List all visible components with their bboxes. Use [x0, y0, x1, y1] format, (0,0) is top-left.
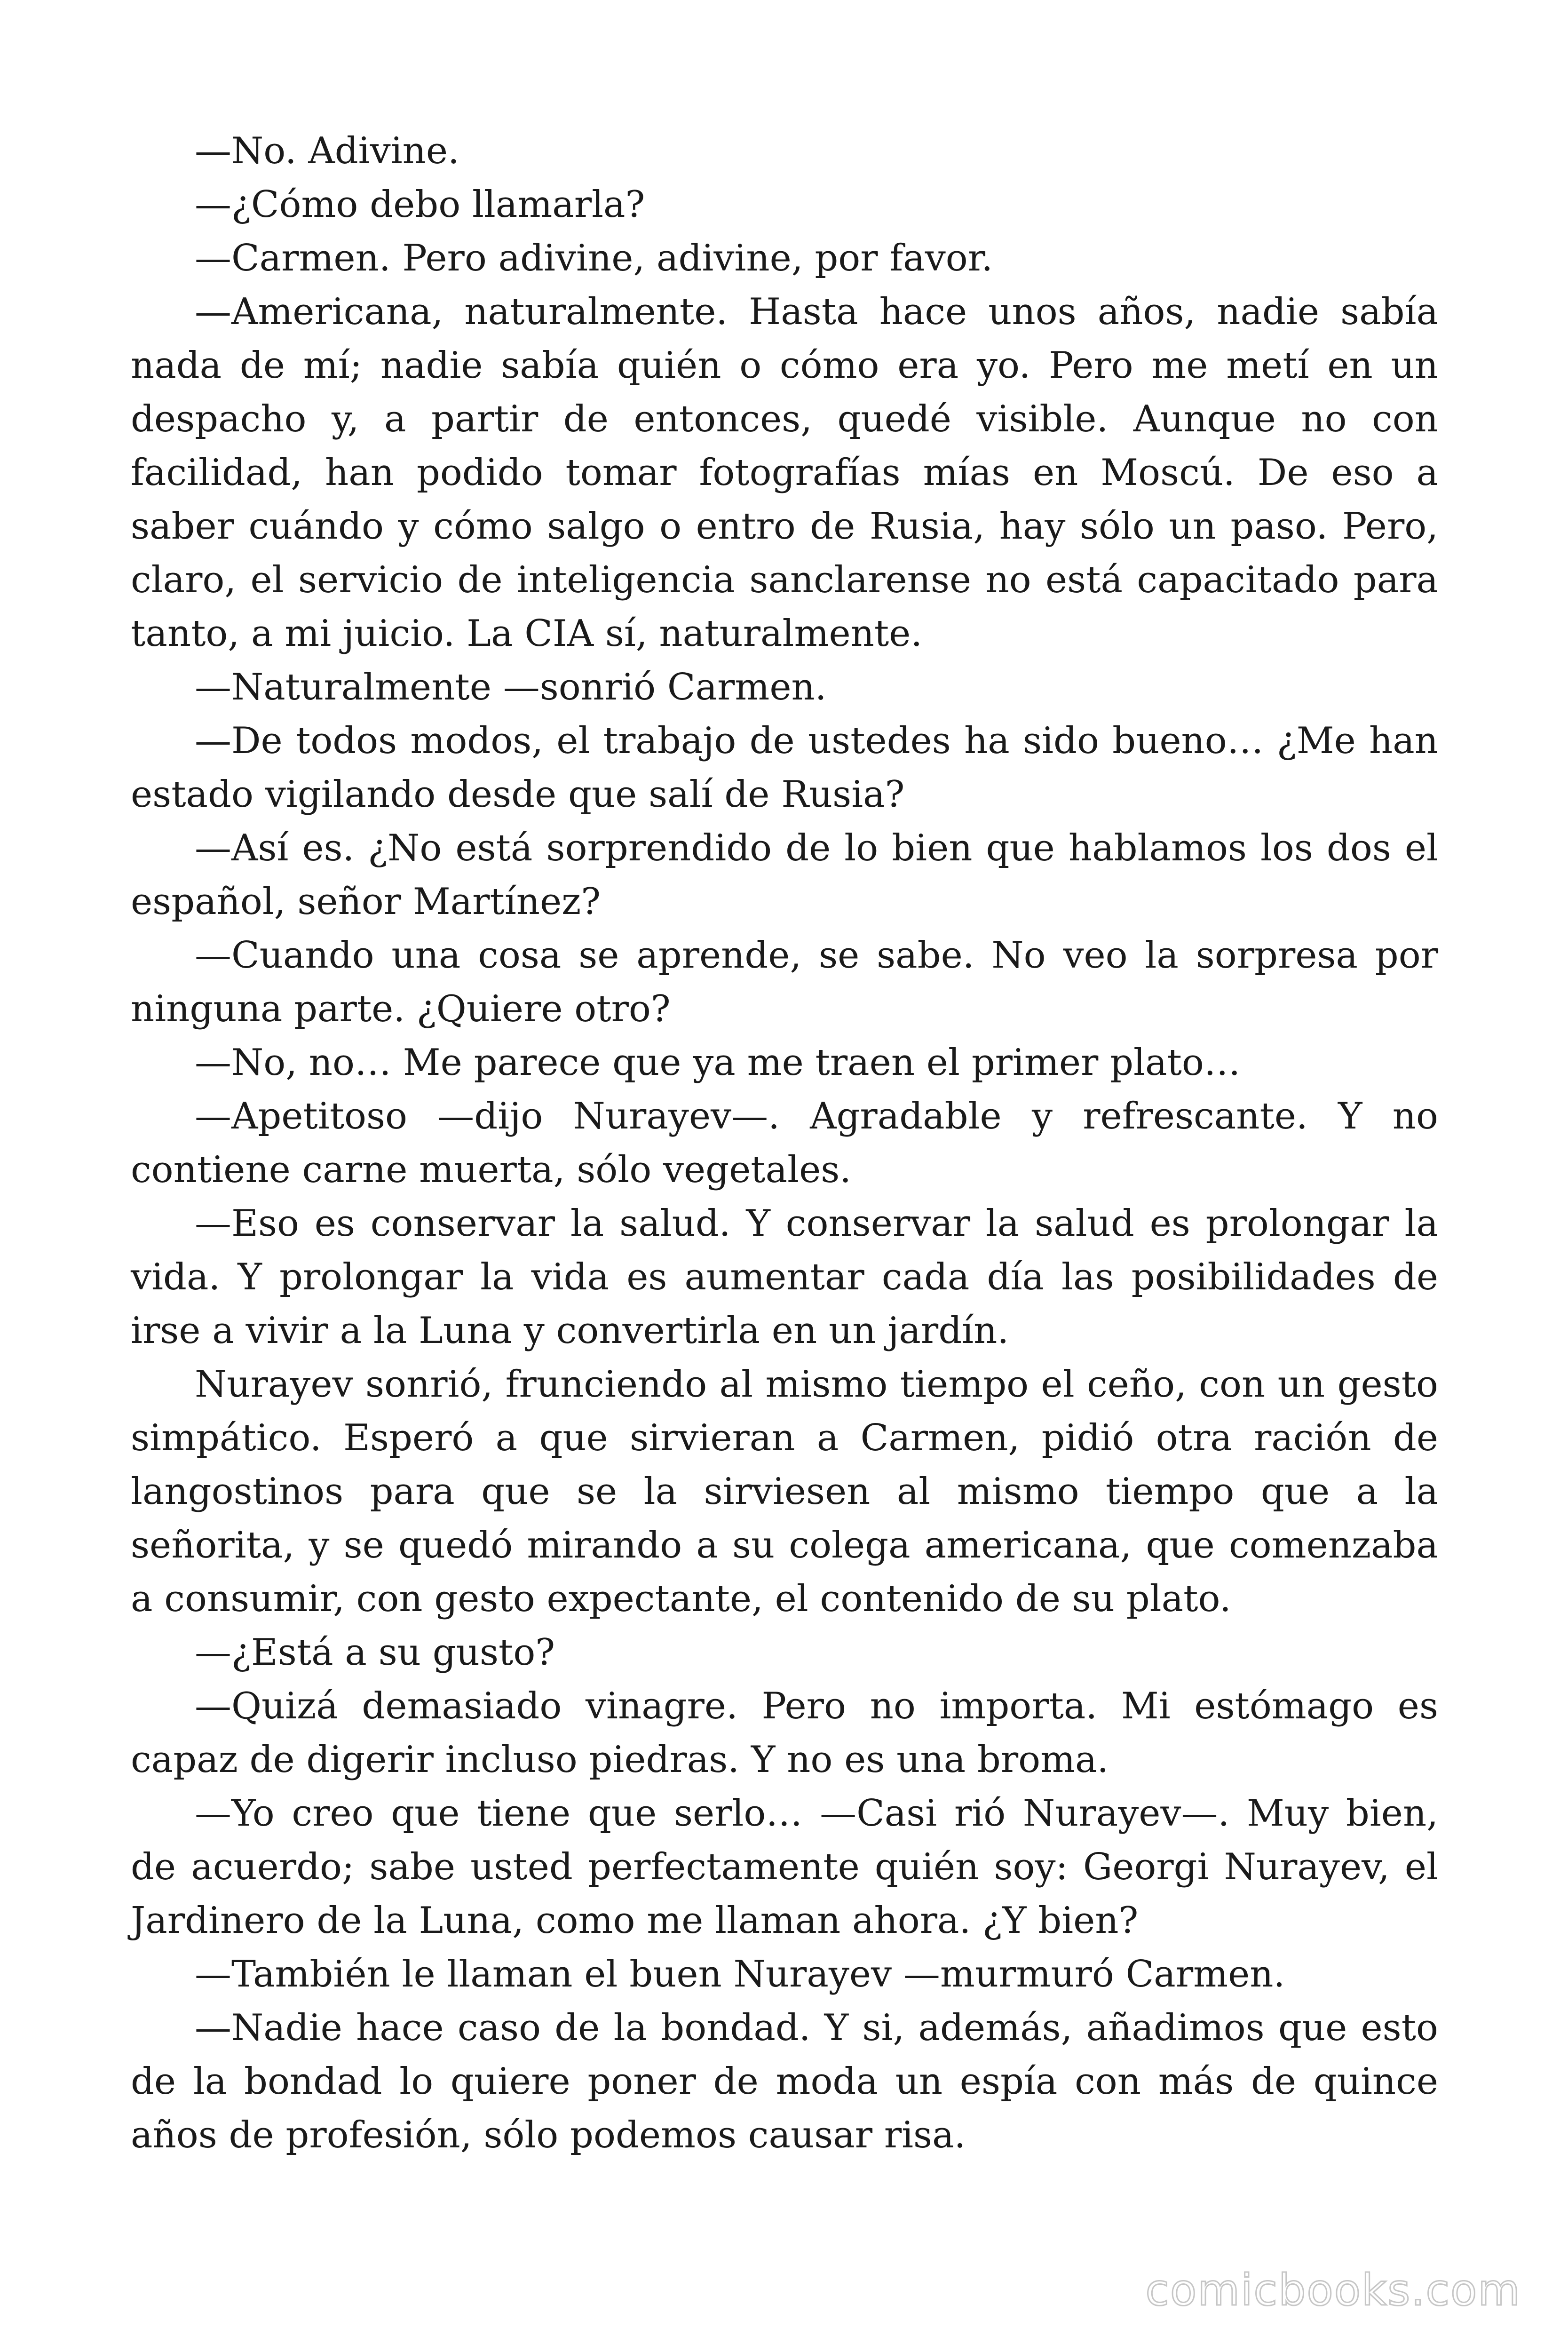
- paragraph: —No. Adivine.: [195, 130, 459, 172]
- paragraph: —Cuando una cosa se aprende, se sabe. No veo la sorpresa por ninguna parte. ¿Quiere otro?: [131, 934, 1438, 1030]
- paragraph: —¿Cómo debo llamarla?: [195, 183, 645, 226]
- paragraph: Nurayev sonrió, frunciendo al mismo tiempo el ceño, con un gesto simpático. Esperó a que sirvieran a Carmen, pidió otra ración de langostinos para que se la sirviesen al mismo tiempo que a la señorita, y se quedó mirando a su colega americana, que comenzaba a consumir, con gesto expectante, el contenido de su plato.: [131, 1363, 1438, 1620]
- body-text: [131, 124, 1438, 2162]
- paragraph: —Americana, naturalmente. Hasta hace unos años, nadie sabía nada de mí; nadie sabía quién o cómo era yo. Pero me metí en un despacho y, a partir de entonces, quedé visible. Aunque no con facilidad, han podido tomar fotografías mías en Moscú. De eso a saber cuándo y cómo salgo o entro de Rusia, hay sólo un paso. Pero, claro, el servicio de inteligencia sanclarense no está capacitado para tanto, a mi juicio. La CIA sí, naturalmente.: [131, 291, 1438, 655]
- paragraph: —De todos modos, el trabajo de ustedes ha sido bueno… ¿Me han estado vigilando desde que salí de Rusia?: [131, 720, 1438, 816]
- paragraph: —Carmen. Pero adivine, adivine, por favor.: [195, 237, 993, 279]
- paragraph: —Apetitoso —dijo Nurayev—. Agradable y refrescante. Y no contiene carne muerta, sólo vegetales.: [131, 1095, 1438, 1191]
- paragraph: —Quizá demasiado vinagre. Pero no importa. Mi estómago es capaz de digerir incluso piedras. Y no es una broma.: [131, 1685, 1438, 1781]
- paragraph: —Naturalmente —sonrió Carmen.: [195, 666, 827, 708]
- paragraph: —¿Está a su gusto?: [195, 1631, 555, 1674]
- watermark: comicbooks.com: [1145, 2265, 1521, 2315]
- paragraph: —Eso es conservar la salud. Y conservar la salud es prolongar la vida. Y prolongar la vida es aumentar cada día las posibilidades de irse a vivir a la Luna y convertirla en un jardín.: [131, 1202, 1438, 1352]
- paragraph: —No, no… Me parece que ya me traen el primer plato…: [195, 1041, 1241, 1084]
- paragraph: —Así es. ¿No está sorprendido de lo bien que hablamos los dos el español, señor Martínez?: [131, 827, 1438, 923]
- paragraph: —Yo creo que tiene que serlo… —Casi rió Nurayev—. Muy bien, de acuerdo; sabe usted perfectamente quién soy: Georgi Nurayev, el Jardinero de la Luna, como me llaman ahora. ¿Y bien?: [131, 1792, 1438, 1942]
- paragraph: —Nadie hace caso de la bondad. Y si, además, añadimos que esto de la bondad lo quiere poner de moda un espía con más de quince años de profesión, sólo podemos causar risa.: [131, 2007, 1438, 2156]
- paragraph: —También le llaman el buen Nurayev —murmuró Carmen.: [195, 1953, 1285, 1995]
